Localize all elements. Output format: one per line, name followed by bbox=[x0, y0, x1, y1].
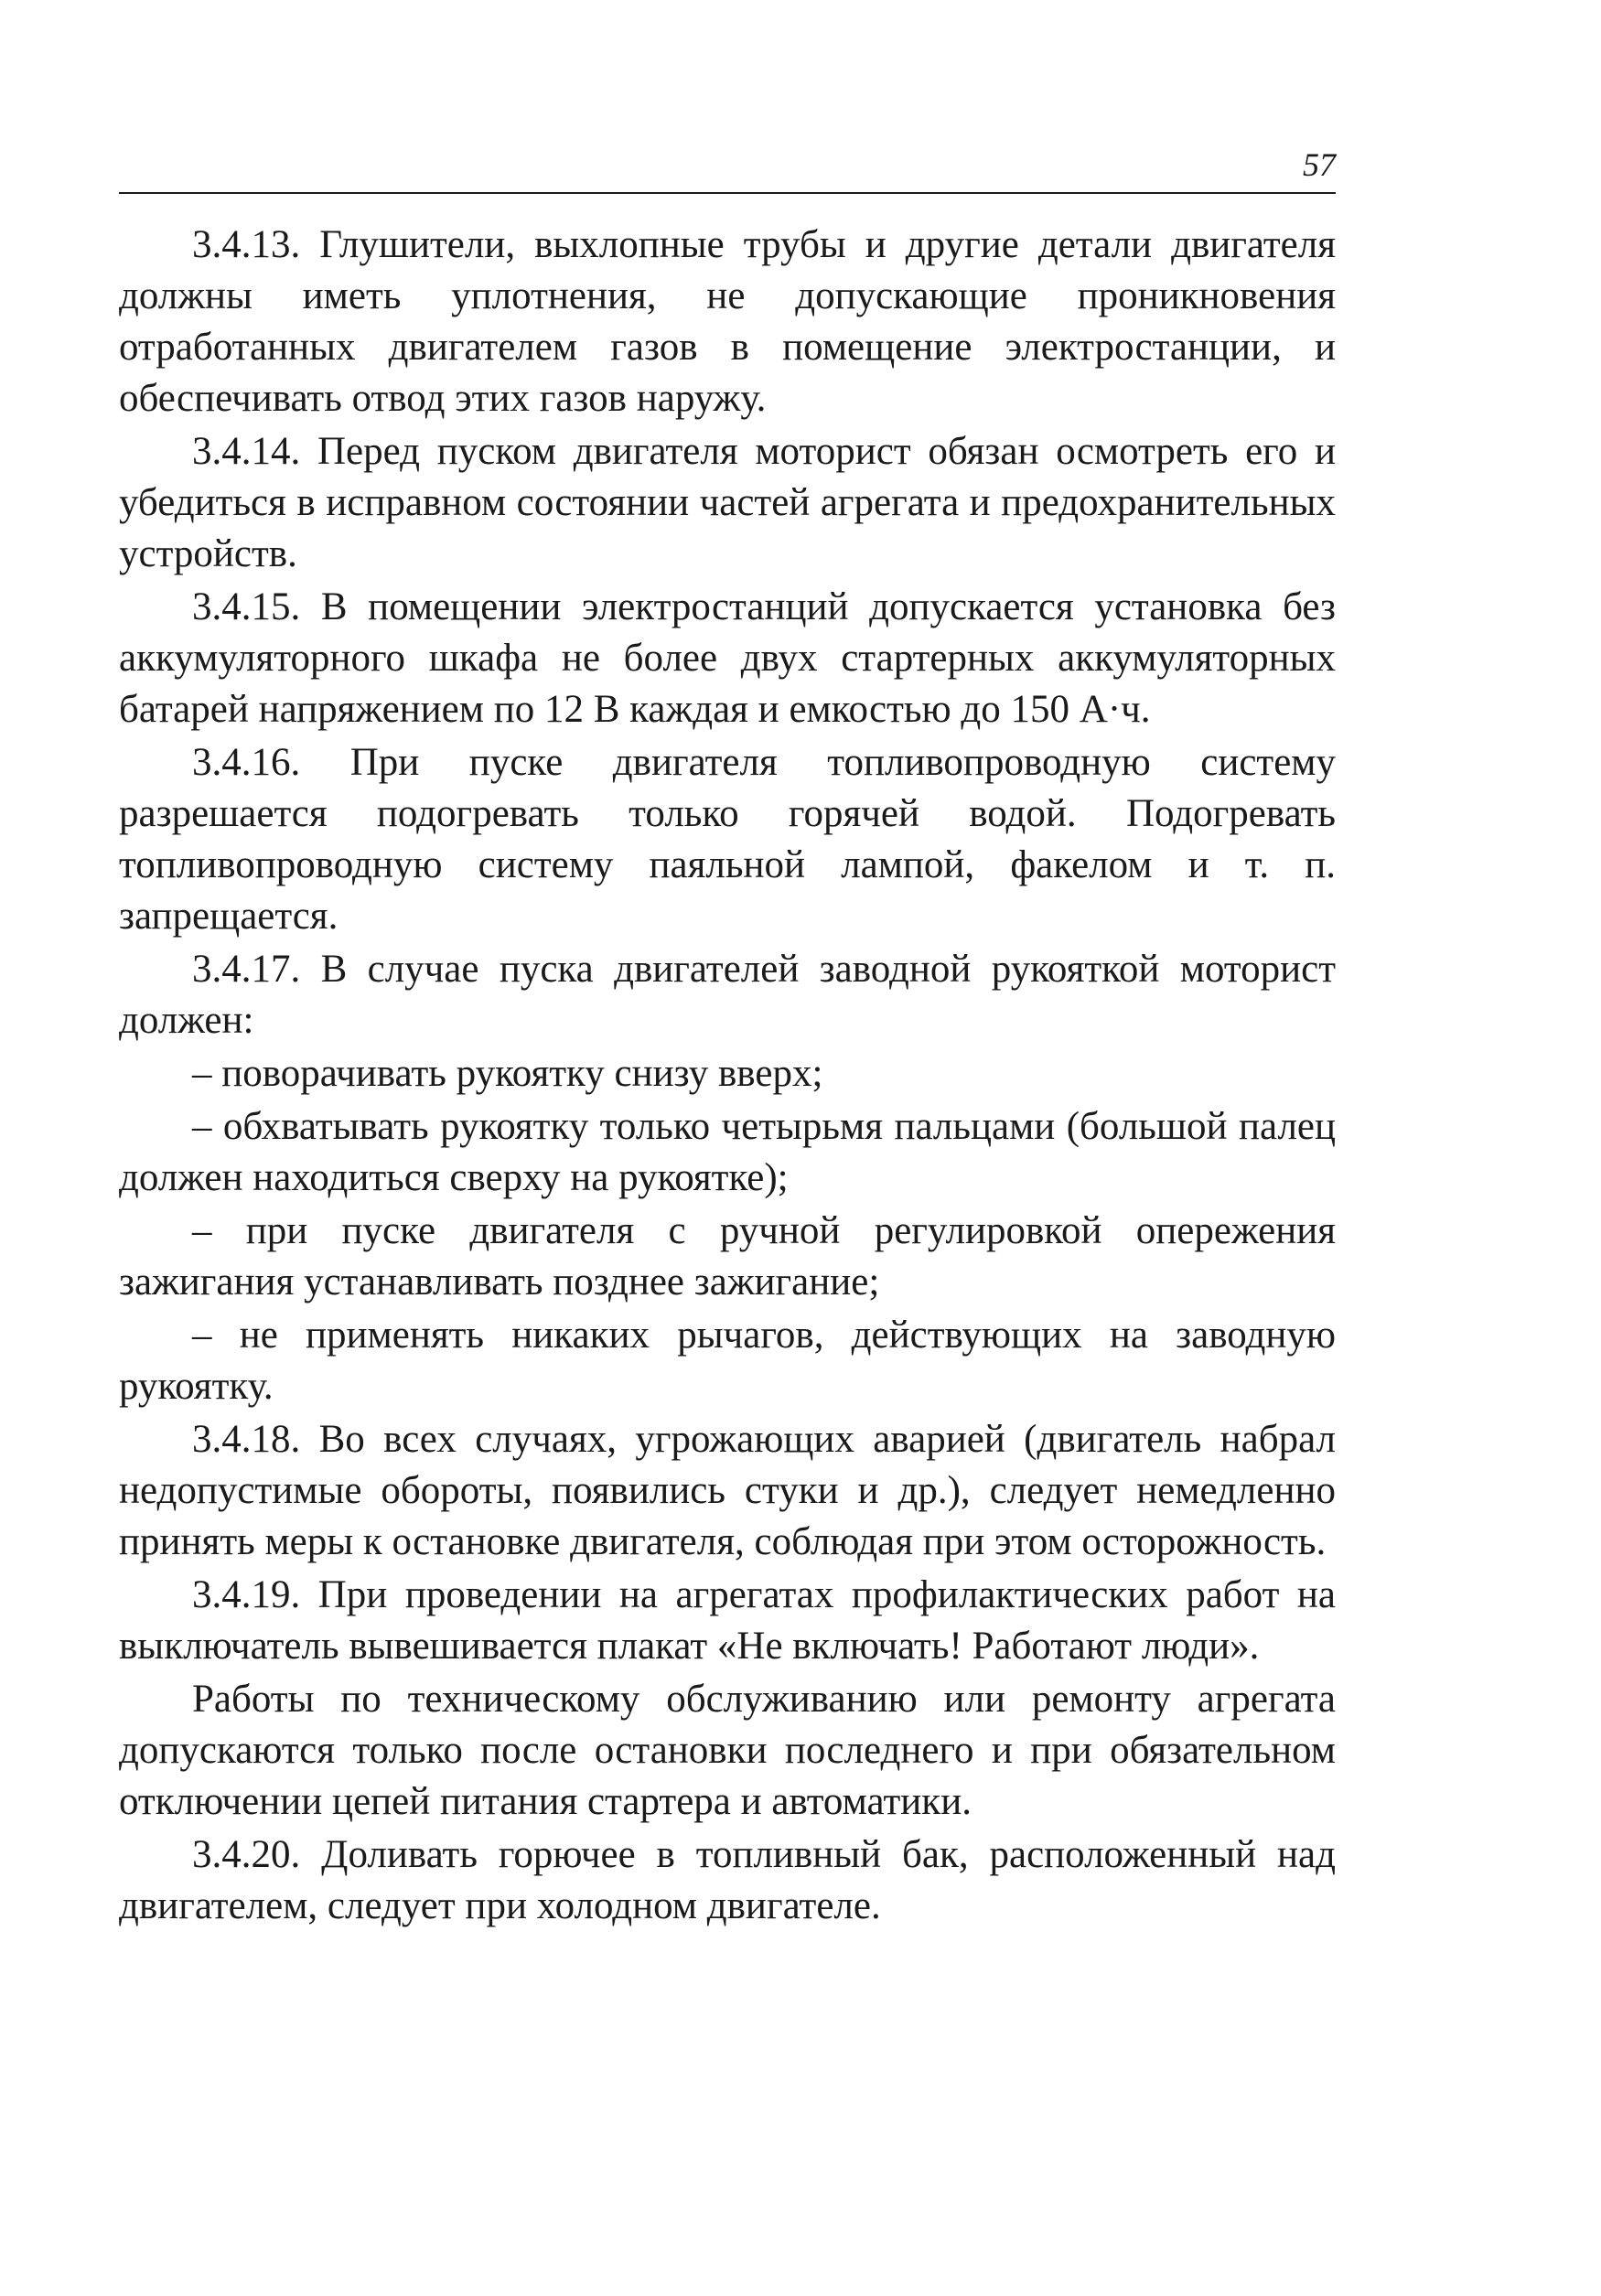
paragraph-3-4-14: 3.4.14. Перед пуском двигателя моторист обязан осмотреть его и убедиться в исправном состоянии частей агрегата и предохранительных устройств. bbox=[119, 430, 1336, 575]
paragraph-3-4-20: 3.4.20. Доливать горючее в топливный бак, расположенный над двигателем, следует при холодном двигателе. bbox=[119, 1833, 1336, 1927]
paragraph-3-4-16: 3.4.16. При пуске двигателя топливопроводную систему разрешается подогревать только горячей водой. Подогревать топливопроводную систему паяльной лампой, факелом и т. п. запрещается. bbox=[119, 741, 1336, 938]
page-body bbox=[119, 220, 1336, 1932]
header-rule bbox=[119, 192, 1336, 194]
list-item: – при пуске двигателя с ручной регулировкой опережения зажигания устанавливать позднее зажигание; bbox=[119, 1209, 1336, 1304]
list-item: – обхватывать рукоятку только четырьмя пальцами (большой палец должен находиться сверху на рукоятке); bbox=[119, 1105, 1336, 1199]
list-item: – поворачивать рукоятку снизу вверх; bbox=[192, 1052, 823, 1095]
paragraph-3-4-18: 3.4.18. Во всех случаях, угрожающих аварией (двигатель набрал недопустимые обороты, появились стуки и др.), следует немедленно принять меры к остановке двигателя, соблюдая при этом осторожность. bbox=[119, 1418, 1336, 1563]
page-header bbox=[119, 146, 1336, 201]
list-item: – не применять никаких рычагов, действующих на заводную рукоятку. bbox=[119, 1314, 1336, 1408]
paragraph-3-4-13: 3.4.13. Глушители, выхлопные трубы и другие детали двигателя должны иметь уплотнения, не допускающие проникновения отработанных двигателем газов в помещение электростанции, и обеспечивать отвод этих газов наружу. bbox=[119, 223, 1336, 420]
page-number: 57 bbox=[1303, 146, 1336, 183]
paragraph-3-4-19: 3.4.19. При проведении на агрегатах профилактических работ на выключатель вывешивается плакат «Не включать! Работают люди». bbox=[119, 1573, 1336, 1668]
paragraph-3-4-19-continued: Работы по техническому обслуживанию или ремонту агрегата допускаются только после остановки последнего и при обязательном отключении цепей питания стартера и автоматики. bbox=[119, 1678, 1336, 1823]
paragraph-3-4-17: 3.4.17. В случае пуска двигателей заводной рукояткой моторист должен: bbox=[119, 948, 1336, 1042]
paragraph-3-4-15: 3.4.15. В помещении электростанций допускается установка без аккумуляторного шкафа не более двух стартерных аккумуляторных батарей напряжением по 12 В каждая и емкостью до 150 А·ч. bbox=[119, 585, 1336, 731]
